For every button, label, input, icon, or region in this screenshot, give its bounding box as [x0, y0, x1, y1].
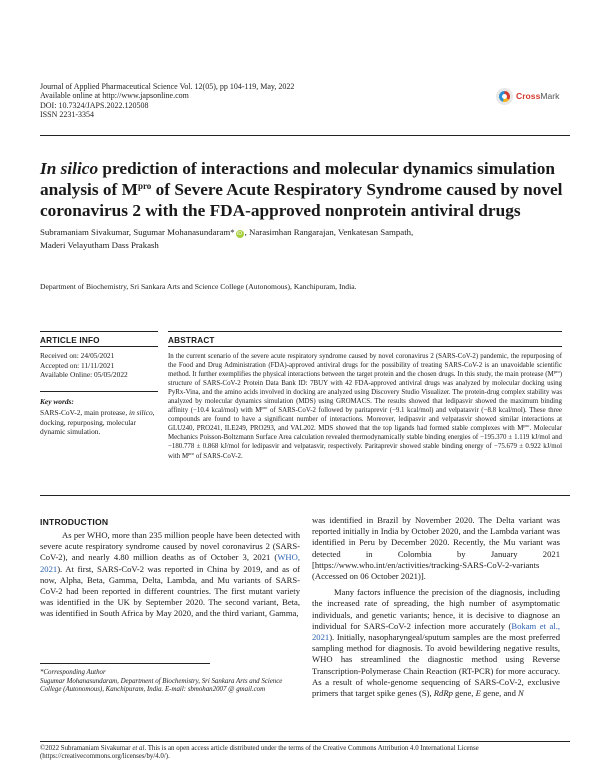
header-divider	[40, 135, 570, 136]
keywords-rule	[40, 391, 158, 392]
footer-rule	[40, 741, 570, 742]
crossmark-badge[interactable]	[496, 86, 562, 106]
introduction-heading: INTRODUCTION	[40, 517, 109, 527]
footnote-rule	[40, 663, 210, 664]
journal-website: Available online at http://www.japsonline.com	[40, 91, 189, 101]
received-date: Received on: 24/05/2021	[40, 351, 115, 360]
intro-paragraph-1: As per WHO, more than 235 million people have been detected with severe acute respiratory syndrome caused by novel coronavirus 2 (SARS-CoV-2), and nearly 4.80 million deaths as of October 3, 2021 (WHO, 2021). At first, SARS-CoV-2 was reported in China by 2019, and as of now, Alpha, Beta, Gamma, Delta, Lambda, and Mu variants of SARS-CoV-2 had been reported in different countries. The first mutant variety was identified in the UK by September 2020. The second variant, Beta, was identified in South Africa by May 2020, and the third variant, Gamma,	[40, 530, 300, 619]
crossmark-label: CrossMark	[516, 91, 560, 101]
journal-header	[40, 82, 294, 119]
article-info-heading: ARTICLE INFO	[40, 336, 100, 345]
reference-link-bokam[interactable]: Bokam et al., 2021	[312, 620, 560, 643]
available-date: Available Online: 05/05/2022	[40, 370, 128, 380]
orcid-icon[interactable]: iD	[237, 231, 243, 237]
keywords-heading: Key words:	[40, 397, 74, 406]
license-footer: ©2022 Subramaniam Sivakumar et al. This is an open access article distributed under the terms of the Creative Commons Attribution 4.0 International License (https://creativecommons.org/licenses/by/4.0/).	[40, 745, 479, 761]
journal-doi: DOI: 10.7324/JAPS.2022.120508	[40, 100, 149, 110]
accepted-date: Accepted on: 11/11/2021	[40, 360, 115, 370]
corresponding-author	[40, 669, 300, 695]
crossmark-icon	[496, 88, 513, 105]
body-left-column	[40, 530, 300, 620]
author-list: Subramaniam Sivakumar, Sugumar Mohanasundaram* iD , Narasimhan Rangarajan, Venkatesan Sampath, Maderi Velayutham Dass Prakash	[40, 227, 414, 251]
paper-title: In silico prediction of interactions and molecular dynamics simulation analysis of $M^{pro}$ of Severe Acute Respiratory Syndrome caused by novel coronavirus 2 with the FDA-approved nonprotein antiviral drugs	[40, 159, 563, 220]
abstract-text: In the current scenario of the severe acute respiratory syndrome caused by novel coronavirus 2 (SARS-CoV-2) pandemic, the repurposing of the Food and Drug Administration (FDA)-approved antiviral drugs for the possibility of treating SARS-CoV-2 is an unavoidable scientific method. It further exemplifies the physical interactions between the target protein and the chosen drugs. In this study, the main protease $(M^{pro})$ structure of SARS-CoV-2 Protein Data Bank ID: 7BUY with 42 FDA-approved antiviral drugs was analyzed by molecular docking using PyRx-Vina, and the amino acids involved in docking are analyzed using Discovery Studio Visualizer. The protein-drug complex stability was analyzed by molecular dynamics simulation (MDS) using GROMACS. The results showed that ledipasvir showed the maximum binding affinity (−10.4 kcal/mol) with $M^{pro}$ of SARS-CoV-2 followed by paritaprevir (−9.1 kcal/mol) and velpatasvir (−8.8 kcal/mol). These three compounds are found to have a significant number of interactions. Moreover, ledipasvir and velpatasvir showed similar interactions at GLU240, PRO241, ILE249, PRO293, and VAL202. MDS showed that the top ligands had formed stable complexes with $M^{pro}$. Molecular Mechanics Poisson-Boltzmann Surface Area calculation revealed thermodynamically stable binding energies of −195.370 ± 1.119 kJ/mol and −180.778 ± 0.868 kJ/mol for ledipasvir and velpatasvir, respectively. Paritaprevir showed stable binding energy of −75.679 ± 0.922 kJ/mol with $M^{pro}$ of SARS-CoV-2.	[168, 353, 562, 460]
keywords-text: SARS-CoV-2, main protease, in silico, docking, repurposing, molecular dynamic simulation.	[40, 408, 155, 436]
journal-issn: ISSN 2231-3354	[40, 109, 95, 119]
article-dates	[40, 351, 128, 380]
abstract-heading: ABSTRACT	[168, 336, 215, 345]
intro-paragraph-2: was identified in Brazil by November 2020. The Delta variant was reported initially in India by October 2020, and the Lambda variant was identified in Peru by December 2020. Recently, the Mu variant was detected in Colombia by January 2021 [https://www.who.int/en/activities/tracking-SARS-CoV-2-variants (Accessed on 06 October 2021)].	[312, 515, 560, 582]
abstract-top-rule	[168, 331, 562, 332]
corresponding-author-label: *Corresponding Author	[40, 669, 106, 676]
abstract-bottom-rule	[40, 495, 570, 496]
journal-citation: Journal of Applied Pharmaceutical Science Vol. 12(05), pp 104-119, May, 2022	[40, 82, 295, 91]
reference-link-who[interactable]: WHO, 2021	[40, 552, 300, 574]
intro-paragraph-3: Many factors influence the precision of the diagnosis, including the increased rate of spreading, the high number of asymptomatic individuals, and genetic variants; hence, it is decisive to diagnose an individual for SARS-CoV-2 infection more accurately (Bokam et al., 2021). Initially, nasopharyngeal/sputum samples are the most preferred sampling method for diagnosis. To avoid bewildering negative results, WHO has streamlined the diagnostic method using Reverse Transcription-Polymerase Chain Reaction (RT-PCR) for more accuracy. As a result of whole-genome sequencing of SARS-CoV-2, exclusive primers that target spike genes (S), RdRp gene, E gene, and N	[312, 587, 560, 699]
article-info-top-rule	[40, 331, 158, 332]
body-right-column	[312, 515, 560, 699]
article-info-sub-rule	[40, 346, 158, 347]
corresponding-author-details: Sugumar Mohanasundaram, Department of Biochemistry, Sri Sankara Arts and Science College (Autonomous), Kanchipuram, India. E-mail: sbmohan2007 @ gmail.com	[40, 677, 283, 694]
abstract-sub-rule	[168, 346, 562, 347]
affiliation: Department of Biochemistry, Sri Sankara Arts and Science College (Autonomous), Kanchipuram, India.	[40, 282, 357, 291]
